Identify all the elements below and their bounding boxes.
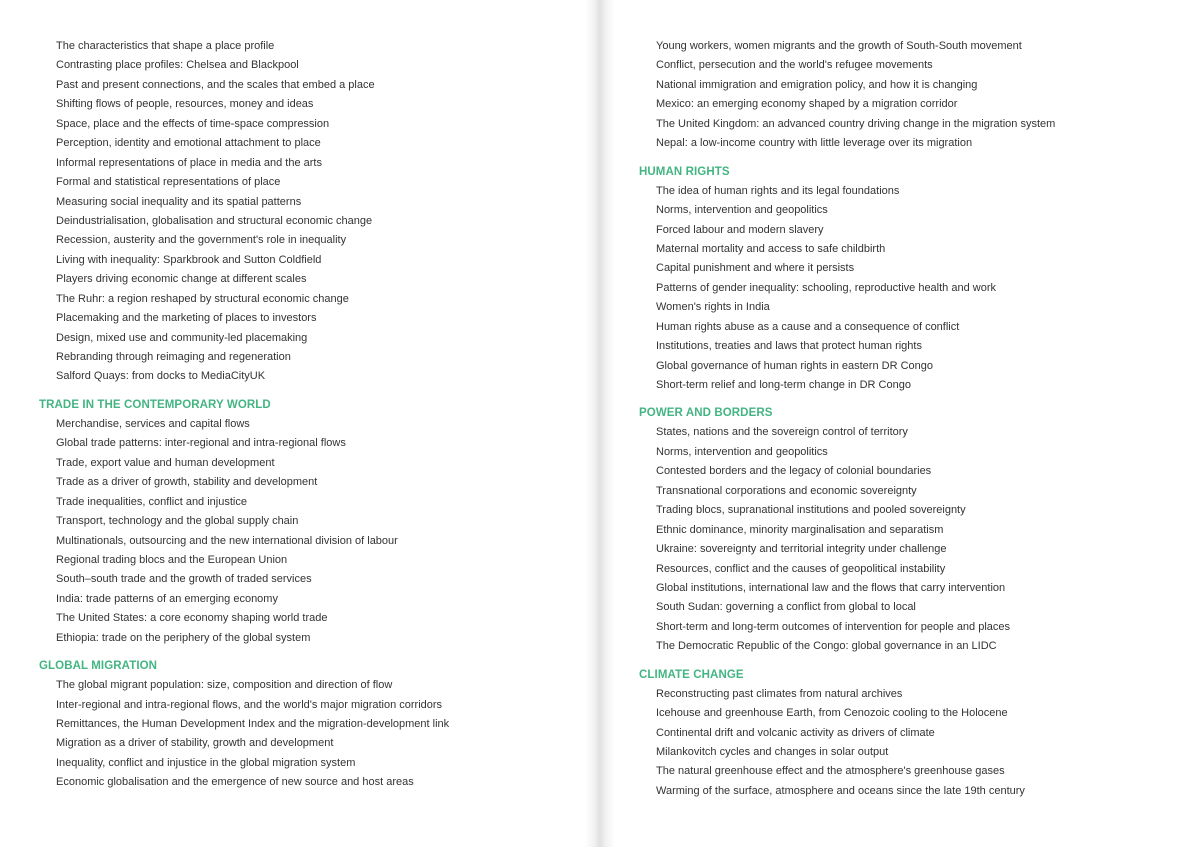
topic-item: Shifting flows of people, resources, money and ideas (56, 98, 314, 111)
topic-item: Resources, conflict and the causes of geopolitical instability (656, 562, 946, 575)
topic-item: Global trade patterns: inter-regional and intra-regional flows (56, 437, 346, 450)
topic-item: South–south trade and the growth of traded services (56, 573, 312, 586)
topic-item: Design, mixed use and community-led placemaking (56, 331, 308, 344)
topic-list (639, 37, 1055, 154)
topic-item: The idea of human rights and its legal foundations (656, 184, 900, 197)
topic-item: Rebranding through reimaging and regeneration (56, 351, 291, 363)
topic-item: Maternal mortality and access to safe childbirth (656, 242, 886, 255)
topic-item: India: trade patterns of an emerging economy (56, 592, 278, 605)
topic-item: The United States: a core economy shaping world trade (56, 612, 328, 625)
topic-item: Women's rights in India (656, 301, 770, 314)
topic-item: Patterns of gender inequality: schooling, reproductive health and work (656, 281, 996, 294)
topic-item: Inter-regional and intra-regional flows, and the world's major migration corridors (56, 698, 443, 711)
topic-item: Global institutions, international law and the flows that carry intervention (656, 581, 1006, 594)
topic-item: Mexico: an emerging economy shaped by a migration corridor (656, 98, 958, 111)
topic-item: Icehouse and greenhouse Earth, from Cenozoic cooling to the Holocene (656, 707, 1008, 720)
topic-item: Economic globalisation and the emergence of new source and host areas (56, 776, 414, 789)
topic-item: Transnational corporations and economic sovereignty (656, 484, 917, 497)
topic-item: States, nations and the sovereign control of territory (656, 426, 908, 439)
topic-item: Short-term and long-term outcomes of intervention for people and places (656, 620, 1011, 633)
right-page-content (639, 37, 1055, 801)
topic-item: Salford Quays: from docks to MediaCityUK (56, 370, 266, 383)
topic-section (39, 37, 449, 387)
topic-item: Placemaking and the marketing of places to investors (56, 312, 317, 325)
topic-item: Trade inequalities, conflict and injustice (56, 495, 247, 508)
topic-item: Inequality, conflict and injustice in the global migration system (56, 756, 356, 769)
topic-item: Ukraine: sovereignty and territorial integrity under challenge (656, 543, 947, 556)
topic-item: Recession, austerity and the government's role in inequality (56, 234, 347, 247)
topic-item: The global migrant population: size, composition and direction of flow (56, 679, 393, 692)
topic-item: Remittances, the Human Development Index and the migration-development link (56, 718, 450, 730)
topic-item: Milankovitch cycles and changes in solar output (656, 746, 889, 758)
section-heading: POWER AND BORDERS (639, 407, 773, 420)
topic-section (639, 37, 1055, 154)
topic-section (39, 656, 449, 793)
topic-item: Migration as a driver of stability, growth and development (56, 737, 334, 750)
topic-item: Measuring social inequality and its spatial patterns (56, 195, 302, 208)
topic-item: Trading blocs, supranational institutions and pooled sovereignty (656, 504, 966, 517)
topic-item: Trade, export value and human development (56, 456, 275, 469)
topic-item: South Sudan: governing a conflict from global to local (656, 601, 916, 614)
topic-item: Perception, identity and emotional attachment to place (56, 137, 321, 150)
topic-item: Young workers, women migrants and the growth of South-South movement (656, 40, 1022, 52)
topic-item: Ethiopia: trade on the periphery of the global system (56, 631, 311, 644)
section-heading: CLIMATE CHANGE (639, 668, 744, 681)
topic-item: Space, place and the effects of time-space compression (56, 117, 330, 130)
topic-section (639, 403, 1055, 656)
topic-item: Reconstructing past climates from natural archives (656, 687, 903, 700)
topic-item: Capital punishment and where it persists (656, 262, 855, 275)
topic-item: Living with inequality: Sparkbrook and Sutton Coldfield (56, 253, 322, 266)
topic-item: Transport, technology and the global supply chain (56, 515, 299, 528)
topic-item: National immigration and emigration policy, and how it is changing (656, 78, 978, 91)
topic-item: Forced labour and modern slavery (656, 223, 824, 236)
topic-item: The Democratic Republic of the Congo: global governance in an LIDC (656, 640, 997, 653)
topic-item: Norms, intervention and geopolitics (656, 204, 828, 217)
topic-list (639, 685, 1055, 802)
topic-list (639, 423, 1055, 656)
topic-item: Institutions, treaties and laws that protect human rights (656, 340, 922, 353)
topic-list (639, 182, 1055, 396)
topic-item: Short-term relief and long-term change in DR Congo (656, 379, 911, 391)
topic-item: The natural greenhouse effect and the atmosphere's greenhouse gases (656, 765, 1005, 778)
topic-item: Warming of the surface, atmosphere and oceans since the late 19th century (656, 784, 1025, 797)
topic-section (639, 665, 1055, 802)
topic-section (39, 395, 449, 648)
left-page-content (39, 37, 449, 793)
topic-item: Ethnic dominance, minority marginalisation and separatism (656, 523, 944, 536)
topic-item: Formal and statistical representations of place (56, 176, 281, 189)
right-page (600, 0, 1200, 847)
section-heading: GLOBAL MIGRATION (39, 660, 158, 673)
topic-item: Global governance of human rights in eastern DR Congo (656, 359, 933, 372)
topic-item: Multinationals, outsourcing and the new international division of labour (56, 534, 398, 547)
topic-item: Contrasting place profiles: Chelsea and Blackpool (56, 59, 299, 72)
topic-item: The characteristics that shape a place profile (56, 40, 275, 52)
topic-item: The United Kingdom: an advanced country driving change in the migration system (656, 117, 1056, 130)
topic-item: The Ruhr: a region reshaped by structural economic change (56, 292, 349, 305)
topic-item: Regional trading blocs and the European Union (56, 553, 288, 566)
topic-item: Trade as a driver of growth, stability and development (56, 476, 318, 489)
topic-list (39, 415, 449, 648)
topic-item: Human rights abuse as a cause and a consequence of conflict (656, 320, 960, 333)
topic-item: Nepal: a low-income country with little leverage over its migration (656, 137, 973, 150)
topic-section (639, 162, 1055, 396)
topic-item: Conflict, persecution and the world's refugee movements (656, 59, 933, 72)
topic-item: Merchandise, services and capital flows (56, 417, 250, 430)
topic-list (39, 676, 449, 793)
topic-item: Players driving economic change at different scales (56, 273, 307, 286)
topic-item: Contested borders and the legacy of colonial boundaries (656, 465, 932, 478)
section-heading: TRADE IN THE CONTEMPORARY WORLD (39, 398, 271, 411)
book-gutter-shadow (585, 0, 615, 847)
topic-item: Continental drift and volcanic activity as drivers of climate (656, 726, 935, 739)
topic-list (39, 37, 449, 387)
section-heading: HUMAN RIGHTS (639, 165, 730, 178)
topic-item: Deindustrialisation, globalisation and structural economic change (56, 214, 373, 227)
topic-item: Past and present connections, and the scales that embed a place (56, 78, 375, 91)
topic-item: Informal representations of place in media and the arts (56, 156, 322, 169)
topic-item: Norms, intervention and geopolitics (656, 445, 828, 458)
